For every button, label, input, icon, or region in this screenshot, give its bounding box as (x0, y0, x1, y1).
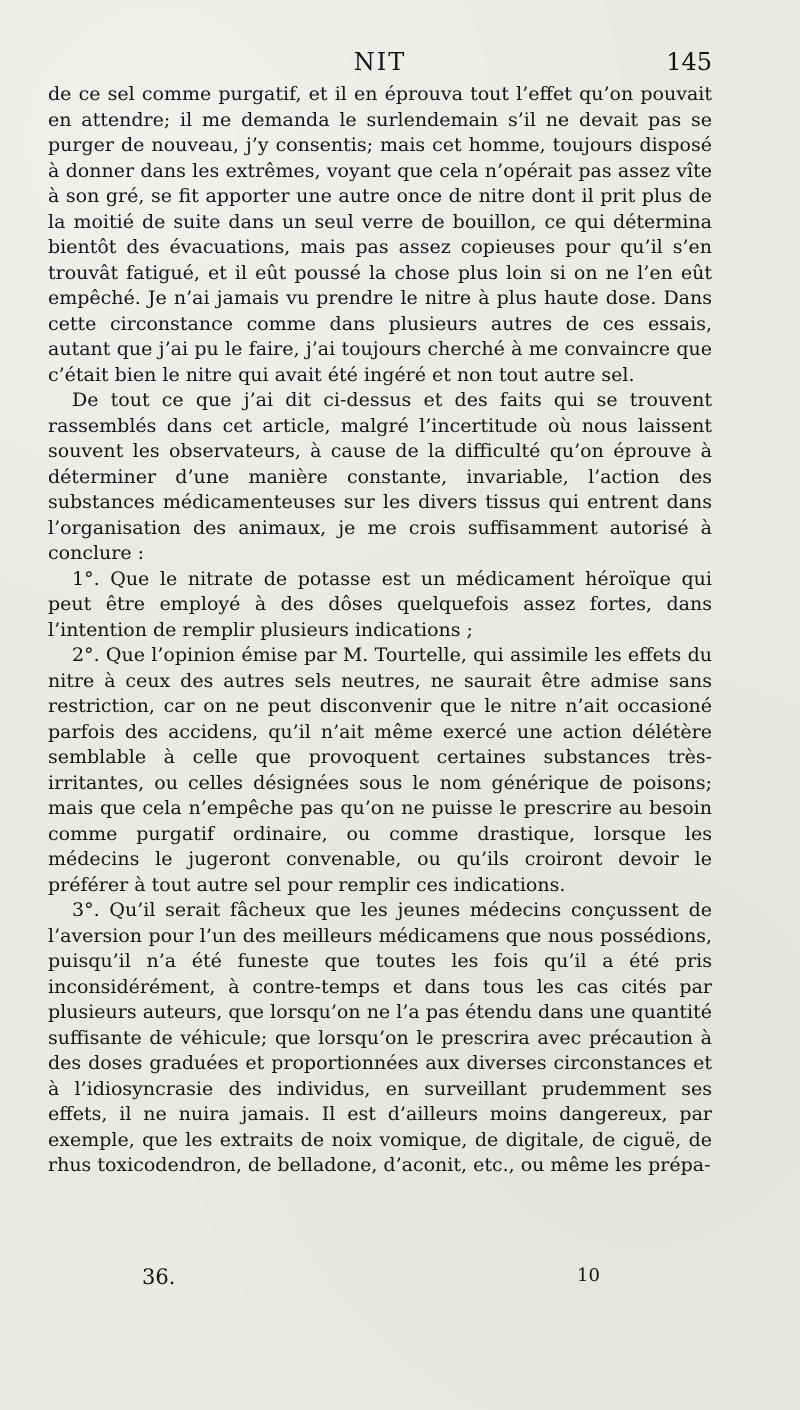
page-number: 145 (666, 48, 712, 76)
running-head: NIT (353, 48, 407, 76)
signature-mark: 36. (142, 1265, 176, 1289)
paragraph-point-1: 1°. Que le nitrate de potasse est un médicament héroïque qui peut être employé à des dôses quelquefois assez fortes, dans l’intention de remplir plusieurs indications ; (48, 567, 712, 641)
paragraph-continuation: de ce sel comme purgatif, et il en éprouva tout l’effet qu’on pouvait en attendre; il me demanda le surlendemain s’il ne devait pas se purger de nouveau, j’y consentis; mais cet homme, toujours disposé à donner dans les extrêmes, voyant que cela n’opérait pas assez vîte à son gré, se fit apporter une autre once de nitre dont il prit plus de la moitié de suite dans un seul verre de bouillon, ce qui détermina bientôt des évacuations, mais pas assez copieuses pour qu’il s’en trouvât fatigué, et il eût poussé la chose plus loin si on ne l’en eût empêché. Je n’ai jamais vu prendre le nitre à plus haute dose. Dans cette circonstance comme dans plusieurs autres de ces essais, autant que j’ai pu le faire, j’ai toujours cherché à me convaincre que c’était bien le nitre qui avait été ingéré et non tout autre sel. (48, 83, 712, 386)
main-text (48, 82, 712, 1179)
paragraph-point-3: 3°. Qu’il serait fâcheux que les jeunes médecins conçussent de l’aversion pour l’un des meilleurs médicamens que nous possédions, puisqu’il n’a été funeste que toutes les fois qu’il a été pris inconsidérément, à contre-temps et dans tous les cas cités par plusieurs auteurs, que lorsqu’on ne l’a pas étendu dans une quantité suffisante de véhicule; que lorsqu’on le prescrira avec précaution à des doses graduées et proportionnées aux diverses circonstances et à l’idiosyncrasie des individus, en surveillant prudemment ses effets, il ne nuira jamais. Il est d’ailleurs moins dangereux, par exemple, que les extraits de noix vomique, de digitale, de ciguë, de rhus toxicodendron, de belladone, d’aconit, etc., ou même les prépa- (48, 899, 712, 1176)
page-header (48, 48, 712, 80)
paragraph-conclusion-intro: De tout ce que j’ai dit ci-dessus et des faits qui se trouvent rassemblés dans cet article, malgré l’incertitude où nous laissent souvent les observateurs, à cause de la difficulté qu’on éprouve à déterminer d’une manière constante, invariable, l’action des substances médicamenteuses sur les divers tissus qui entrent dans l’organisation des animaux, je me crois suffisamment autorisé à conclure : (48, 389, 712, 564)
gathering-mark: 10 (577, 1265, 600, 1286)
page-footer (48, 1265, 712, 1295)
paragraph-point-2: 2°. Que l’opinion émise par M. Tourtelle, qui assimile les effets du nitre à ceux des autres sels neutres, ne saurait être admise sans restriction, car on ne peut disconvenir que le nitre n’ait occasioné parfois des accidens, qu’il n’ait même exercé une action délétère semblable à celle que provoquent certaines substances très-irritantes, ou celles désignées sous le nom générique de poisons; mais que cela n’empêche pas qu’on ne puisse le prescrire au besoin comme purgatif ordinaire, ou comme drastique, lorsque les médecins le jugeront convenable, ou qu’ils croiront devoir le préférer à tout autre sel pour remplir ces indications. (48, 644, 712, 896)
